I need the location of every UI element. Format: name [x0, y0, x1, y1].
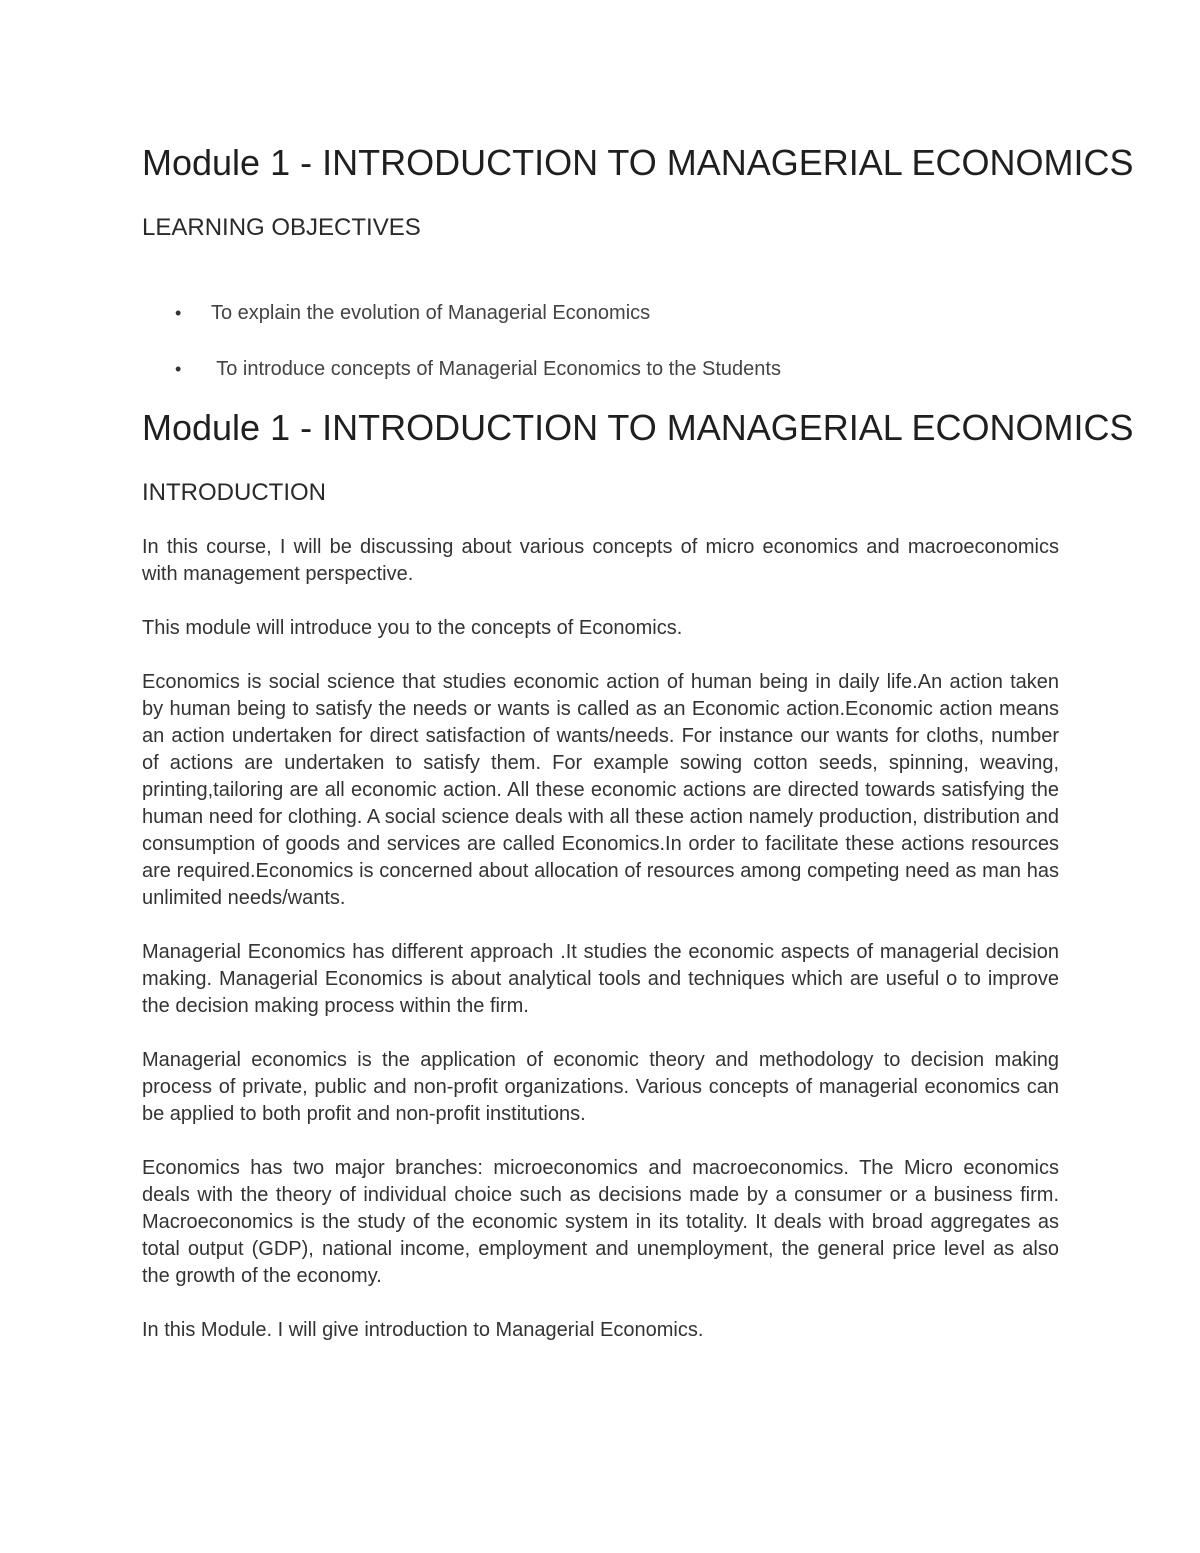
objective-item — [142, 300, 1059, 326]
objective-text: To explain the evolution of Managerial Economics — [211, 302, 651, 324]
body-paragraph: This module will introduce you to the concepts of Economics. — [142, 617, 683, 639]
objective-text: To introduce concepts of Managerial Economics to the Students — [211, 358, 781, 380]
body-paragraph: In this Module. I will give introduction to Managerial Economics. — [142, 1319, 704, 1341]
objective-item — [142, 356, 1059, 382]
document-content — [142, 140, 1134, 1344]
learning-objectives-list — [142, 300, 1059, 382]
learning-objectives-heading: LEARNING OBJECTIVES — [142, 214, 421, 241]
bullet-icon: • — [175, 303, 182, 323]
body-paragraph: Managerial economics is the application of economic theory and methodology to decision making process of private, public and non-profit organizations. Various concepts of managerial economics can be applied to both profit and non-profit institutions. — [142, 1049, 1059, 1125]
module-title: Module 1 - INTRODUCTION TO MANAGERIAL ECONOMICS — [142, 142, 1134, 183]
body-paragraph: In this course, I will be discussing about various concepts of micro economics and macroeconomics with management perspective. — [142, 536, 1059, 585]
body-paragraph: Economics is social science that studies economic action of human being in daily life.An action taken by human being to satisfy the needs or wants is called as an Economic action.Economic action means an action undertaken for direct satisfaction of wants/needs. For instance our wants for cloths, number of actions are undertaken to satisfy them. For example sowing cotton seeds, spinning, weaving, printing,tailoring are all economic action. All these economic actions are directed towards satisfying the human need for clothing. A social science deals with all these action namely production, distribution and consumption of goods and services are called Economics.In order to facilitate these actions resources are required.Economics is concerned about allocation of resources among competing need as man has unlimited needs/wants. — [142, 671, 1059, 909]
introduction-heading: INTRODUCTION — [142, 479, 326, 506]
body-paragraph: Economics has two major branches: microeconomics and macroeconomics. The Micro economics deals with the theory of individual choice such as decisions made by a consumer or a business firm. Macroeconomics is the study of the economic system in its totality. It deals with broad aggregates as total output (GDP), national income, employment and unemployment, the general price level as also the growth of the economy. — [142, 1157, 1059, 1287]
bullet-icon: • — [175, 359, 182, 379]
module-title-repeat: Module 1 - INTRODUCTION TO MANAGERIAL ECONOMICS — [142, 407, 1134, 448]
body-paragraph: Managerial Economics has different approach .It studies the economic aspects of managerial decision making. Managerial Economics is about analytical tools and techniques which are useful o to improve the decision making process within the firm. — [142, 941, 1059, 1017]
